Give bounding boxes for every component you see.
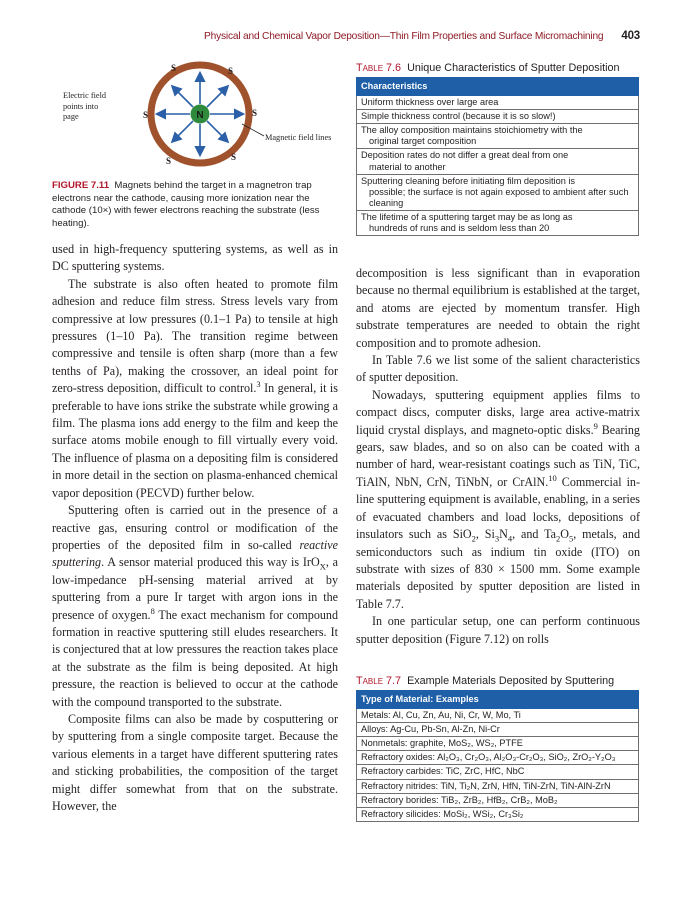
paragraph: Nowadays, sputtering equipment applies films to compact discs, computer disks, large area active-matrix liquid crystal displays, and magneto-optic disks.$^9$ Bearing gears, saw blades, and so on also can be coated with a number of hard, wear-resistant coatings such as TiN, TiC, TiAlN, NbN, CrN, TiNbN, or CrAlN.$^{10}$ Commercial in-line sputtering equipment is available, enabling, in a series of evacuated chambers and load locks, depositions of insulators such as SiO$_2$, $Si_3N_4$, and $Ta_2O_5$, metals, and semiconductors such as indium tin oxide (ITO) on substrate with sizes of 830 × 1500 mm. Some example materials deposited by sputter deposition are listed in Table 7.7. <box>356 387 641 611</box>
figure-caption-text: Magnets behind the target in a magnetron trap electrons near the cathode, causing more ionization near the cathode (10×) with fewer electrons reaching the substrate (less heating). <box>52 180 320 229</box>
table-cell: Metals: Al, Cu, Zn, Au, Ni, Cr, W, Mo, Ti <box>357 709 639 723</box>
table-cell: Refractory carbides: TiC, ZrC, HfC, NbC <box>357 765 639 779</box>
table-cell: Refractory nitrides: TiN, Ti₂N, ZrN, HfN, TiN-ZrN, TiN-AlN-ZrN <box>357 779 639 793</box>
paragraph: Composite films can also be made by cosputtering or by sputtering from a single composite target. Because the various elements in a target have different sputtering rates and sticking probabilities, the composition of the target might differ somewhat from that on the substrate. However, the <box>52 711 338 813</box>
table-header: Type of Material: Examples <box>357 691 639 709</box>
n-pole-label: N <box>196 110 204 121</box>
left-column <box>52 241 338 815</box>
table-row <box>357 124 639 149</box>
pole-s-top-left: S <box>171 63 177 73</box>
magnetic-field-label: Magnetic field lines <box>265 133 332 142</box>
table-cell: Refractory borides: TiB₂, ZrB₂, HfB₂, CrB₂, MoB₂ <box>357 793 639 807</box>
table-cell: Nonmetals: graphite, MoS₂, WS₂, PTFE <box>357 737 639 751</box>
paragraph: decomposition is less significant than in evaporation because no thermal equilibrium is established at the target, and atoms are ejected by momentum transfer. High substrate temperatures are needed to obtain the right composition and to promote adhesion. <box>356 266 640 350</box>
electric-field-label: Electric field points into page <box>63 91 107 121</box>
table-cell: Sputtering cleaning before initiating film deposition is possible; the surface is not again exposed to ambient after such cleaning <box>357 174 639 210</box>
pole-s-bottom-left: S <box>166 156 172 166</box>
paragraph: In one particular setup, one can perform continuous sputter deposition (Figure 7.12) on rolls <box>356 614 640 646</box>
table-row <box>357 709 639 723</box>
table-cell: Deposition rates do not differ a great deal from one material to another <box>357 149 639 174</box>
table-cell: The lifetime of a sputtering target may be as long as hundreds of runs and is seldom less than 20 <box>357 210 639 235</box>
paragraph: In Table 7.6 we list some of the salient characteristics of sputter deposition. <box>356 353 640 385</box>
table-row <box>357 210 639 235</box>
table-title: Table 7.7 Example Materials Deposited by Sputtering <box>356 675 615 687</box>
table-row <box>357 765 639 779</box>
table-cell: The alloy composition maintains stoichiometry with the original target composition <box>357 124 639 149</box>
pole-s-top-right: S <box>228 66 234 76</box>
table-row <box>357 751 639 765</box>
table-7-7 <box>356 675 639 822</box>
table-cell: Simple thickness control (because it is so slow!) <box>357 110 639 124</box>
paragraph: The substrate is also often heated to promote film adhesion and reduce film stress. Stress levels vary from compressive at low pressures (0.1–1 Pa) to tensile at high pressures (1–10 Pa). The transition regime between compressive and tensile is often sharp (more than a few tenths of Pa), making the crossover, an ideal point for zero-stress deposition, difficult to control.$^3$ In general, it is preferable to have ions strike the substrate while growing a film. The plasma ions add energy to the film and keep the surface atoms mobile enough to fill virtually every void. The influence of plasma on a depositing film is considered in more detail in the section on plasma-enhanced chemical vapor deposition (PECVD) further below. <box>52 276 338 500</box>
pole-s-right: S <box>252 108 258 118</box>
paragraph: used in high-frequency sputtering systems, as well as in DC sputtering systems. <box>52 242 338 274</box>
figure-caption <box>52 180 342 230</box>
table-cell: Uniform thickness over large area <box>357 96 639 110</box>
table-row <box>357 149 639 174</box>
table-row <box>357 723 639 737</box>
characteristics-table <box>356 77 639 236</box>
table-row <box>357 793 639 807</box>
table-title: Table 7.6 Unique Characteristics of Sputter Deposition <box>356 62 620 74</box>
table-7-6 <box>356 62 639 236</box>
table-cell: Refractory silicides: MoSi₂, WSi₂, Cr₃Si₂ <box>357 807 639 821</box>
table-cell: Refractory oxides: Al₂O₃, Cr₂O₃, Al₂O₃-Cr₂O₃, SiO₂, ZrO₂-Y₂O₃ <box>357 751 639 765</box>
page-number: 403 <box>621 30 640 42</box>
table-row <box>357 779 639 793</box>
table-row <box>357 737 639 751</box>
table-cell: Alloys: Ag-Cu, Pb-Sn, Al-Zn, Ni-Cr <box>357 723 639 737</box>
materials-table <box>356 690 639 822</box>
table-row <box>357 807 639 821</box>
table-row <box>357 174 639 210</box>
pole-s-bottom-right: S <box>231 152 237 162</box>
table-row <box>357 96 639 110</box>
pole-s-left: S <box>143 110 149 120</box>
right-column <box>356 265 640 648</box>
running-header <box>60 30 640 42</box>
table-header: Characteristics <box>357 78 639 96</box>
running-title: Physical and Chemical Vapor Deposition—Thin Film Properties and Surface Micromachining <box>204 31 604 42</box>
table-row <box>357 110 639 124</box>
figure-number: FIGURE 7.11 <box>52 180 110 191</box>
paragraph: Sputtering often is carried out in the presence of a reactive gas, ensuring control or modification of the properties of the deposited film in so-called reactive sputtering. A sensor material produced this way is IrO$_X$, a low-impedance pH-sensing material arrived at by sputtering from a pure Ir target with argon ions in the presence of oxygen.$^8$ The exact mechanism for compound formation in reactive sputtering still eludes researchers. It is conjectured that at low pressures the reaction takes place at the substrate as the film is being deposited. At high pressure, the reaction is believed to occur at the cathode with the compound transported to the substrate. <box>52 503 339 709</box>
magnetron-figure <box>60 52 340 184</box>
